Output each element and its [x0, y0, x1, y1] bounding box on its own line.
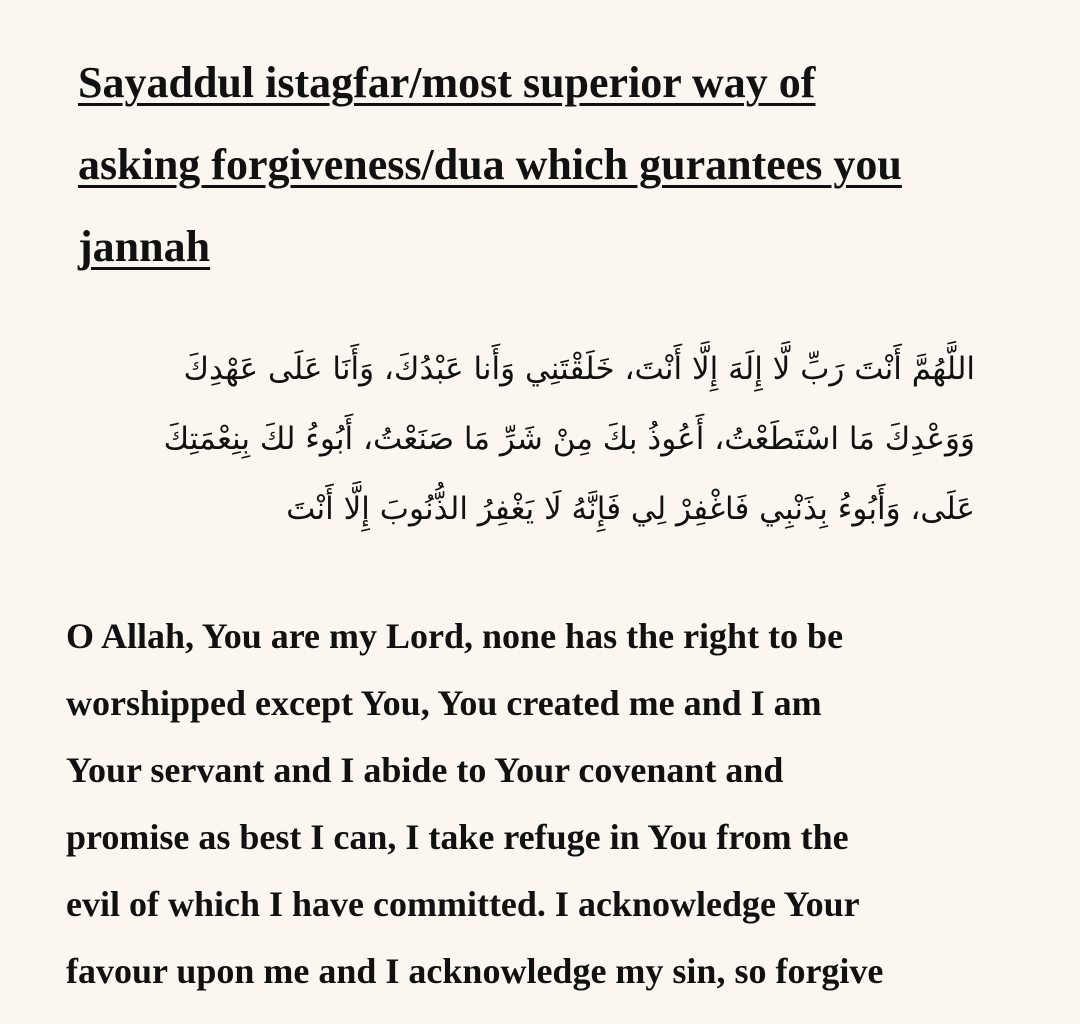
translation-line: Your servant and I abide to Your covenant and [66, 750, 784, 790]
translation-line: O Allah, You are my Lord, none has the right to be [66, 616, 844, 656]
translation-line: evil of which I have committed. I acknowledge Your [66, 884, 860, 924]
arabic-dua-text [50, 334, 975, 544]
title-line: asking forgiveness/dua which gurantees you [78, 140, 902, 189]
title-line: Sayaddul istagfar/most superior way of [78, 58, 816, 107]
page-title [78, 42, 1018, 288]
arabic-line: اللَّهُمَّ أَنْتَ رَبِّ لَّا إِلَهَ إِلَّا أَنْتَ، خَلَقْتَنِي وَأَنا عَبْدُكَ، وَأَنَا عَلَى عَهْدِكَ [183, 351, 975, 387]
arabic-line: عَلَى، وَأَبُوءُ بِذَنْبِي فَاغْفِرْ لِي فَإِنَّهُ لَا يَغْفِرُ الذُّنُوبَ إِلَّا أَنْتَ [286, 491, 975, 527]
arabic-line: وَوَعْدِكَ مَا اسْتَطَعْتُ، أَعُوذُ بكَ مِنْ شَرِّ مَا صَنَعْتُ، أَبُوءُ لكَ بِنِعْمَتِكَ [163, 421, 975, 457]
translation-line: worshipped except You, You created me and I am [66, 683, 822, 723]
english-translation [66, 603, 1056, 1005]
translation-line: favour upon me and I acknowledge my sin, so forgive [66, 951, 884, 991]
title-line: jannah [78, 222, 211, 271]
translation-line: promise as best I can, I take refuge in You from the [66, 817, 849, 857]
